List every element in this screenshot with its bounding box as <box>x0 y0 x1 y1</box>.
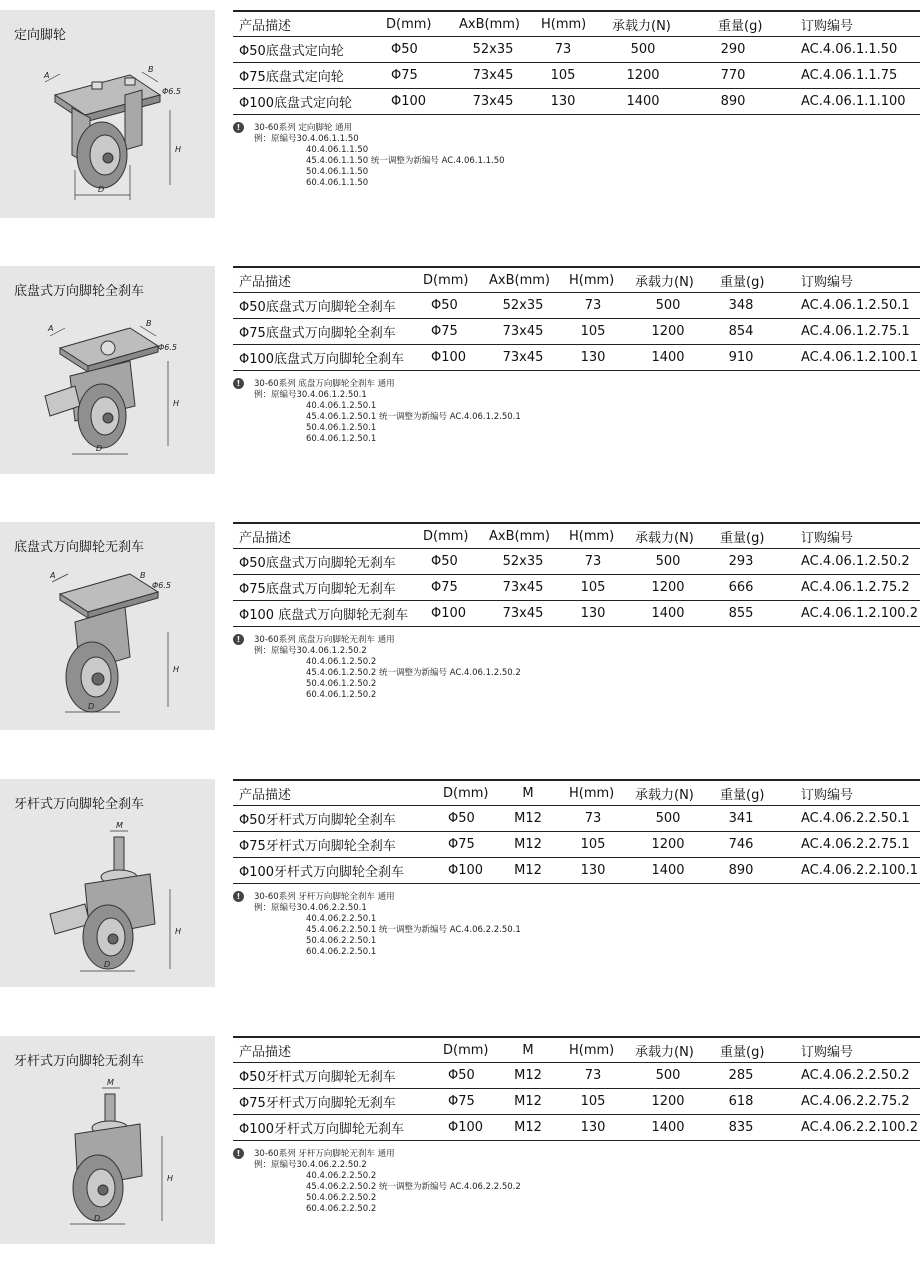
swivel-caster-drawing-icon <box>30 562 200 722</box>
cell-weight: 890 <box>720 94 746 109</box>
header-weight: 重量(g) <box>720 274 765 290</box>
table-row <box>233 89 920 115</box>
cell-axb: 52x35 <box>502 298 544 313</box>
table-row <box>233 319 920 345</box>
cell-axb: 73x45 <box>502 580 544 595</box>
note-line: 40.4.06.1.2.50.1 <box>306 401 377 411</box>
header-order: 订购编号 <box>801 274 854 290</box>
cell-desc: Φ50底盘式万向脚轮全刹车 <box>239 300 396 315</box>
cell-h: 73 <box>584 811 602 826</box>
cell-axb: 73x45 <box>472 94 514 109</box>
header-desc: 产品描述 <box>239 787 292 803</box>
cell-h: 105 <box>580 1094 606 1109</box>
note-line: 60.4.06.2.2.50.1 <box>306 947 377 957</box>
note-line: 50.4.06.1.1.50 <box>306 167 369 177</box>
section-stem-swivel-brake <box>0 779 920 987</box>
cell-order: AC.4.06.2.2.100.2 <box>801 1120 918 1135</box>
header-load: 承载力(N) <box>635 530 694 546</box>
cell-d: Φ100 <box>391 94 427 109</box>
cell-h: 130 <box>580 863 606 878</box>
cell-weight: 618 <box>728 1094 754 1109</box>
dim-label-d: D <box>88 702 95 711</box>
note-line: 50.4.06.1.2.50.2 <box>306 679 377 689</box>
table-header <box>233 522 920 549</box>
swivel-brake-caster-drawing-icon <box>30 306 200 466</box>
table-row <box>233 1115 920 1141</box>
header-m: M <box>522 785 534 801</box>
dim-label-h: H <box>175 927 182 936</box>
table-row <box>233 858 920 884</box>
cell-h: 130 <box>580 606 606 621</box>
cell-load: 1400 <box>651 606 685 621</box>
section-stem-swivel-nobrake <box>0 1036 920 1244</box>
cell-order: AC.4.06.1.1.50 <box>801 42 898 57</box>
note-line: 30-60系列 底盘万向脚轮无刹车 通用 <box>254 635 395 645</box>
cell-order: AC.4.06.2.2.75.1 <box>801 837 910 852</box>
header-load: 承载力(N) <box>635 1044 694 1060</box>
section-fixed-caster <box>0 10 920 218</box>
header-order: 订购编号 <box>801 1044 854 1060</box>
dim-label-b: B <box>140 571 146 580</box>
cell-load: 500 <box>655 1068 681 1083</box>
cell-axb: 73x45 <box>502 324 544 339</box>
table-row <box>233 601 920 627</box>
cell-order: AC.4.06.1.1.100 <box>801 94 906 109</box>
table-header <box>233 779 920 806</box>
spec-table <box>233 10 920 115</box>
cell-d: Φ100 <box>431 350 467 365</box>
note-line: 30-60系列 定向脚轮 通用 <box>254 123 353 133</box>
cell-load: 500 <box>655 554 681 569</box>
cell-weight: 341 <box>728 811 754 826</box>
table-row <box>233 549 920 575</box>
cell-m: M12 <box>514 1094 542 1109</box>
cell-load: 1400 <box>626 94 660 109</box>
cell-weight: 770 <box>720 68 746 83</box>
cell-load: 1200 <box>651 324 685 339</box>
header-load: 承载力(N) <box>612 18 671 34</box>
dim-label-h: H <box>173 665 180 674</box>
note-line: 40.4.06.2.2.50.1 <box>306 914 377 924</box>
table-row <box>233 1063 920 1089</box>
cell-order: AC.4.06.1.2.75.2 <box>801 580 910 595</box>
cell-desc: Φ75底盘式定向轮 <box>239 70 344 85</box>
cell-load: 1200 <box>651 1094 685 1109</box>
section-plate-swivel-nobrake <box>0 522 920 730</box>
cell-order: AC.4.06.2.2.50.1 <box>801 811 910 826</box>
cell-h: 130 <box>550 94 576 109</box>
cell-order: AC.4.06.2.2.75.2 <box>801 1094 910 1109</box>
cell-order: AC.4.06.1.2.100.1 <box>801 350 918 365</box>
cell-order: AC.4.06.2.2.50.2 <box>801 1068 910 1083</box>
cell-d: Φ50 <box>448 1068 475 1083</box>
cell-order: AC.4.06.1.2.100.2 <box>801 606 918 621</box>
note-line: 例：原编号30.4.06.1.2.50.1 <box>254 390 367 400</box>
dim-label-a: A <box>44 71 50 80</box>
cell-desc: Φ100 底盘式万向脚轮无刹车 <box>239 608 409 623</box>
cell-d: Φ100 <box>448 863 484 878</box>
cell-desc: Φ100底盘式定向轮 <box>239 96 353 111</box>
cell-h: 105 <box>580 837 606 852</box>
cell-weight: 910 <box>728 350 754 365</box>
cell-axb: 73x45 <box>502 350 544 365</box>
spec-table <box>233 1036 920 1141</box>
table-row <box>233 345 920 371</box>
header-d: D(mm) <box>443 785 489 801</box>
cell-d: Φ100 <box>448 1120 484 1135</box>
cell-desc: Φ75牙杆式万向脚轮无刹车 <box>239 1096 396 1111</box>
cell-desc: Φ75底盘式万向脚轮无刹车 <box>239 582 396 597</box>
cell-h: 73 <box>584 298 602 313</box>
cell-load: 500 <box>655 811 681 826</box>
note-line: 40.4.06.1.1.50 <box>306 145 369 155</box>
cell-d: Φ75 <box>391 68 418 83</box>
dim-label-hole: Φ6.5 <box>152 581 172 590</box>
note-line: 30-60系列 牙杆万向脚轮无刹车 通用 <box>254 1149 395 1159</box>
note-line: 例：原编号30.4.06.2.2.50.1 <box>254 903 367 913</box>
cell-load: 1200 <box>651 580 685 595</box>
cell-axb: 73x45 <box>502 606 544 621</box>
section-title: 定向脚轮 <box>14 28 67 43</box>
dim-label-d: D <box>94 1214 101 1223</box>
product-panel <box>0 522 215 730</box>
note-line: 60.4.06.2.2.50.2 <box>306 1204 377 1214</box>
cell-desc: Φ50牙杆式万向脚轮全刹车 <box>239 813 396 828</box>
dim-label-a: A <box>48 324 54 333</box>
stem-brake-caster-drawing-icon <box>30 819 200 979</box>
cell-d: Φ50 <box>431 554 458 569</box>
table-header <box>233 1036 920 1063</box>
spec-table <box>233 266 920 371</box>
header-desc: 产品描述 <box>239 18 292 34</box>
cell-load: 1200 <box>626 68 660 83</box>
cell-h: 73 <box>554 42 572 57</box>
product-panel <box>0 266 215 474</box>
cell-weight: 290 <box>720 42 746 57</box>
cell-desc: Φ100底盘式万向脚轮全刹车 <box>239 352 405 367</box>
product-panel <box>0 1036 215 1244</box>
cell-d: Φ100 <box>431 606 467 621</box>
cell-weight: 835 <box>728 1120 754 1135</box>
header-axb: AxB(mm) <box>459 16 520 32</box>
cell-h: 105 <box>550 68 576 83</box>
cell-h: 130 <box>580 1120 606 1135</box>
cell-weight: 890 <box>728 863 754 878</box>
table-row <box>233 575 920 601</box>
dim-label-h: H <box>167 1174 174 1183</box>
cell-m: M12 <box>514 1120 542 1135</box>
header-d: D(mm) <box>386 16 432 32</box>
table-row <box>233 63 920 89</box>
note-line: 例：原编号30.4.06.2.2.50.2 <box>254 1160 367 1170</box>
note-line: 30-60系列 牙杆万向脚轮全刹车 通用 <box>254 892 395 902</box>
info-icon: ! <box>233 1148 244 1159</box>
cell-d: Φ75 <box>448 1094 475 1109</box>
header-axb: AxB(mm) <box>489 272 550 288</box>
note-line: 例：原编号30.4.06.1.1.50 <box>254 134 359 144</box>
cell-desc: Φ100牙杆式万向脚轮无刹车 <box>239 1122 405 1137</box>
cell-axb: 52x35 <box>502 554 544 569</box>
cell-axb: 73x45 <box>472 68 514 83</box>
stem-caster-drawing-icon <box>30 1076 200 1236</box>
header-desc: 产品描述 <box>239 1044 292 1060</box>
header-d: D(mm) <box>443 1042 489 1058</box>
cell-d: Φ75 <box>448 837 475 852</box>
cell-load: 1400 <box>651 863 685 878</box>
dim-label-h: H <box>175 145 182 154</box>
dim-label-b: B <box>148 65 154 74</box>
cell-axb: 52x35 <box>472 42 514 57</box>
header-axb: AxB(mm) <box>489 528 550 544</box>
note-line: 40.4.06.1.2.50.2 <box>306 657 377 667</box>
cell-h: 105 <box>580 580 606 595</box>
cell-m: M12 <box>514 837 542 852</box>
table-row <box>233 1089 920 1115</box>
header-load: 承载力(N) <box>635 787 694 803</box>
cell-m: M12 <box>514 1068 542 1083</box>
table-row <box>233 37 920 63</box>
header-load: 承载力(N) <box>635 274 694 290</box>
cell-desc: Φ50底盘式定向轮 <box>239 44 344 59</box>
note-line: 45.4.06.1.2.50.2 统一调整为新编号 AC.4.06.1.2.50.2 <box>306 668 521 678</box>
dim-label-a: A <box>50 571 56 580</box>
section-title: 底盘式万向脚轮无刹车 <box>14 540 145 555</box>
cell-desc: Φ50牙杆式万向脚轮无刹车 <box>239 1070 396 1085</box>
note-line: 45.4.06.1.1.50 统一调整为新编号 AC.4.06.1.1.50 <box>306 156 505 166</box>
cell-weight: 855 <box>728 606 754 621</box>
header-weight: 重量(g) <box>720 1044 765 1060</box>
cell-m: M12 <box>514 863 542 878</box>
header-weight: 重量(g) <box>720 787 765 803</box>
header-order: 订购编号 <box>801 18 854 34</box>
cell-load: 1400 <box>651 1120 685 1135</box>
note-line: 40.4.06.2.2.50.2 <box>306 1171 377 1181</box>
cell-order: AC.4.06.2.2.100.1 <box>801 863 918 878</box>
header-h: H(mm) <box>569 272 615 288</box>
header-order: 订购编号 <box>801 787 854 803</box>
section-title: 牙杆式万向脚轮全刹车 <box>14 797 145 812</box>
cell-weight: 746 <box>728 837 754 852</box>
cell-desc: Φ50底盘式万向脚轮无刹车 <box>239 556 396 571</box>
cell-load: 1400 <box>651 350 685 365</box>
dim-label-h: H <box>173 399 180 408</box>
note-line: 45.4.06.2.2.50.1 统一调整为新编号 AC.4.06.2.2.50.1 <box>306 925 521 935</box>
cell-weight: 666 <box>728 580 754 595</box>
header-order: 订购编号 <box>801 530 854 546</box>
cell-d: Φ75 <box>431 324 458 339</box>
dim-label-hole: Φ6.5 <box>158 343 178 352</box>
header-weight: 重量(g) <box>720 530 765 546</box>
header-h: H(mm) <box>569 528 615 544</box>
note-line: 45.4.06.2.2.50.2 统一调整为新编号 AC.4.06.2.2.50.2 <box>306 1182 521 1192</box>
note-line: 例：原编号30.4.06.1.2.50.2 <box>254 646 367 656</box>
info-icon: ! <box>233 634 244 645</box>
header-d: D(mm) <box>423 272 469 288</box>
table-row <box>233 832 920 858</box>
dim-label-m: M <box>107 1078 114 1087</box>
dim-label-hole: Φ6.5 <box>162 87 182 96</box>
cell-desc: Φ100牙杆式万向脚轮全刹车 <box>239 865 405 880</box>
table-header <box>233 10 920 37</box>
cell-weight: 854 <box>728 324 754 339</box>
cell-h: 130 <box>580 350 606 365</box>
header-desc: 产品描述 <box>239 530 292 546</box>
note-line: 45.4.06.1.2.50.1 统一调整为新编号 AC.4.06.1.2.50.1 <box>306 412 521 422</box>
header-d: D(mm) <box>423 528 469 544</box>
dim-label-d: D <box>98 185 105 194</box>
info-icon: ! <box>233 122 244 133</box>
fixed-caster-drawing-icon <box>30 50 200 210</box>
info-icon: ! <box>233 378 244 389</box>
dim-label-b: B <box>146 319 152 328</box>
info-icon: ! <box>233 891 244 902</box>
cell-d: Φ50 <box>448 811 475 826</box>
note-line: 50.4.06.1.2.50.1 <box>306 423 377 433</box>
cell-weight: 285 <box>728 1068 754 1083</box>
header-h: H(mm) <box>569 785 615 801</box>
cell-d: Φ75 <box>431 580 458 595</box>
cell-order: AC.4.06.1.2.50.2 <box>801 554 910 569</box>
note-line: 60.4.06.1.2.50.1 <box>306 434 377 444</box>
note-line: 30-60系列 底盘万向脚轮全刹车 通用 <box>254 379 395 389</box>
dim-label-d: D <box>104 960 111 969</box>
spec-table <box>233 522 920 627</box>
header-weight: 重量(g) <box>718 18 763 34</box>
dim-label-d: D <box>96 444 103 453</box>
cell-load: 500 <box>655 298 681 313</box>
cell-order: AC.4.06.1.2.75.1 <box>801 324 910 339</box>
product-panel <box>0 10 215 218</box>
cell-desc: Φ75底盘式万向脚轮全刹车 <box>239 326 396 341</box>
cell-load: 500 <box>630 42 656 57</box>
cell-order: AC.4.06.1.1.75 <box>801 68 898 83</box>
cell-d: Φ50 <box>431 298 458 313</box>
table-header <box>233 266 920 293</box>
cell-weight: 293 <box>728 554 754 569</box>
note-line: 50.4.06.2.2.50.1 <box>306 936 377 946</box>
cell-m: M12 <box>514 811 542 826</box>
section-title: 牙杆式万向脚轮无刹车 <box>14 1054 145 1069</box>
cell-order: AC.4.06.1.2.50.1 <box>801 298 910 313</box>
table-row <box>233 293 920 319</box>
cell-desc: Φ75牙杆式万向脚轮全刹车 <box>239 839 396 854</box>
header-desc: 产品描述 <box>239 274 292 290</box>
spec-table <box>233 779 920 884</box>
cell-h: 73 <box>584 1068 602 1083</box>
cell-weight: 348 <box>728 298 754 313</box>
table-row <box>233 806 920 832</box>
cell-h: 105 <box>580 324 606 339</box>
product-panel <box>0 779 215 987</box>
cell-d: Φ50 <box>391 42 418 57</box>
header-h: H(mm) <box>569 1042 615 1058</box>
cell-h: 73 <box>584 554 602 569</box>
note-line: 60.4.06.1.1.50 <box>306 178 369 188</box>
dim-label-m: M <box>116 821 123 830</box>
header-m: M <box>522 1042 534 1058</box>
note-line: 50.4.06.2.2.50.2 <box>306 1193 377 1203</box>
section-plate-swivel-brake <box>0 266 920 474</box>
header-h: H(mm) <box>541 16 587 32</box>
cell-load: 1200 <box>651 837 685 852</box>
section-title: 底盘式万向脚轮全刹车 <box>14 284 145 299</box>
note-line: 60.4.06.1.2.50.2 <box>306 690 377 700</box>
